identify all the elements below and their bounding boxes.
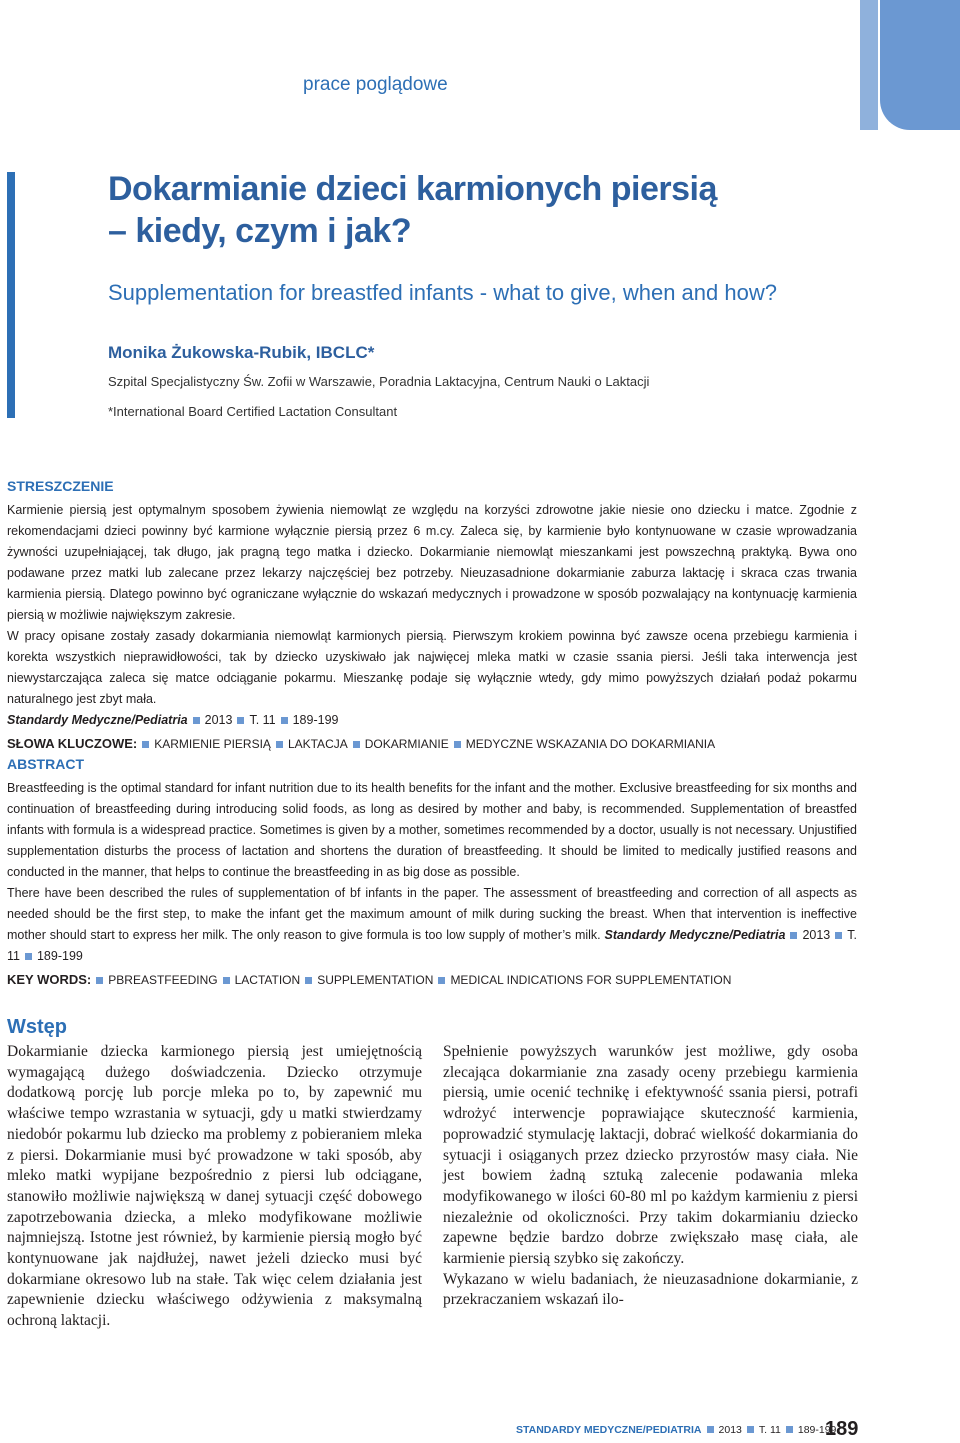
streszczenie-journal: Standardy Medyczne/Pediatria — [7, 713, 188, 727]
bullet-square-icon — [223, 977, 230, 984]
abstract-year: 2013 — [802, 928, 831, 942]
keyword: MEDYCZNE WSKAZANIA DO DOKARMIANIA — [465, 737, 716, 751]
keyword: DOKARMIANIE — [364, 737, 449, 751]
streszczenie-year: 2013 — [204, 713, 233, 727]
bullet-square-icon — [786, 1426, 793, 1433]
streszczenie-keywords — [7, 734, 857, 754]
body-column-1 — [7, 1042, 422, 1332]
streszczenie-paragraph-2-text: W pracy opisane zostały zasady dokarmiania niemowląt karmionych piersią. Pierwszym krokiem powinna być zawsze ocena przebiegu karmienia i korekta wszystkich nieprawidłowości, tak by dziecko uzyskiwało jak najwięcej mleka matki w czasie ssania piersi. Jeśli taka interwencja jest niewystarczająca zaleca się matce odciąganie pokarmu. Mieszankę podaje się wyłącznie wtedy, gdy mimo powyższych działań podaż pokarmu naturalnego jest zbyt mała. — [7, 629, 857, 706]
abstract-volume: T. 11 — [7, 928, 857, 963]
page-footer — [516, 1424, 836, 1436]
keyword: MEDICAL INDICATIONS FOR SUPPLEMENTATION — [450, 973, 732, 987]
body-paragraph: Spełnienie powyższych warunków jest możliwe, gdy osoba zlecająca dokarmianie zna zasady oceny przebiegu karmienia piersią, umie ocenić technikę i efektywność ssania piersi, potrafi wdrożyć interwencje poprawiające skuteczność karmienia, poprowadzić stymulację laktacji, dobrać wielkość dokarmiania do sytuacji i osiąganych przez dziecko przyrostów masy ciała. Nie jest bowiem żadną sztuką zalecenie podawania mleka modyfikowanego w ilości 60-80 ml po każdym karmieniu z piersi niezależnie od okoliczności. Przy takim dokarmianiu dziecko zapewne będzie bardzo dobrze zwiększało masę ciała, ale karmienie piersią szybko się zakończy. — [443, 1043, 858, 1268]
title-accent-bar — [7, 172, 15, 418]
affiliation-note: *International Board Certified Lactation Consultant — [108, 404, 398, 419]
abstract-section — [7, 754, 857, 990]
abstract-paragraph-2-text: There have been described the rules of supplementation of bf infants in the paper. The assessment of breastfeeding and correction of all aspects as needed should be the first step, to make the infant get the maximum amount of milk during sucking the breast. When that intervention is ineffective mother should start to express her milk. The only reason to give formula is too low supply of mother’s milk. — [7, 886, 857, 942]
footer-year: 2013 — [718, 1424, 742, 1436]
section-heading-wstep: Wstęp — [7, 1016, 67, 1038]
body-column-2 — [443, 1042, 858, 1311]
bullet-square-icon — [142, 741, 149, 748]
bullet-square-icon — [353, 741, 360, 748]
footer-volume: T. 11 — [758, 1424, 781, 1436]
bullet-square-icon — [193, 717, 200, 724]
bullet-square-icon — [438, 977, 445, 984]
streszczenie-volume: T. 11 — [249, 713, 276, 727]
title-line-1: Dokarmianie dzieci karmionych piersią — [108, 170, 717, 208]
abstract-paragraph-1: Breastfeeding is the optimal standard for infant nutrition due to its health benefits for the infant and the mother. Exclusive breastfeeding for six months and continuation of breastfeeding during introducing solid foods, as long as desired by mother and baby, is recommended. Supplementation of breastfed infants with formula is a widespread practice. Sometimes is given by a mother, sometimes recommended by a doctor, usually is not necessary. Unjustified supplementation disturbs the process of lactation and shortens the duration of breastfeeding. It should be limited to medically justified reasons and conducted in the manner, that helps to continue the breastfeeding in as big dose as possible. — [7, 781, 857, 879]
title-line-2: – kiedy, czym i jak? — [108, 212, 412, 250]
author: Monika Żukowska-Rubik, IBCLC* — [108, 343, 375, 362]
streszczenie-section — [7, 476, 857, 754]
keyword: KARMIENIE PIERSIĄ — [154, 737, 271, 751]
body-paragraph: Wykazano w wielu badaniach, że nieuzasadnione dokarmianie, z przekraczaniem wskazań ilo- — [443, 1270, 858, 1309]
affiliation: Szpital Specjalistyczny Św. Zofii w Warszawie, Poradnia Laktacyjna, Centrum Nauki o Laktacji — [108, 374, 650, 389]
streszczenie-paragraph-1: Karmienie piersią jest optymalnym sposobem żywienia niemowląt ze względu na korzyści zdrowotne jakie niesie ono dziecku i matce. Zgodnie z rekomendacjami dzieci powinny być karmione wyłącznie piersią przez 6 m.cy. Zaleca się, by karmienie było kontynuowane w czasie wprowadzania żywności uzupełniającej, tak długo, jak pragną tego matka i dziecko. Dokarmianie niemowląt mieszankami jest powszechną praktyką. Bywa ono podawane przez matki lub zalecane przez lekarzy najczęściej bez potrzeby. Nieuzasadnione dokarmianie zaburza laktację i skraca czas trwania karmienia piersią. Dlatego powinno być ograniczane wyłącznie do wskazań medycznych i prowadzone w sposób pozwalający na kontynuację karmienia piersią w możliwie największym zakresie. — [7, 503, 857, 622]
abstract-keywords — [7, 970, 857, 990]
header-decoration-bar — [860, 0, 878, 130]
article-title — [108, 168, 888, 252]
bullet-square-icon — [25, 953, 32, 960]
bullet-square-icon — [281, 717, 288, 724]
section-tag: prace poglądowe — [303, 74, 448, 95]
header-decoration-block — [880, 0, 960, 130]
keyword: PBREASTFEEDING — [108, 973, 218, 987]
footer-journal: STANDARDY MEDYCZNE/PEDIATRIA — [516, 1424, 702, 1436]
bullet-square-icon — [790, 932, 797, 939]
page-number: 189 — [825, 1418, 859, 1440]
keyword: SUPPLEMENTATION — [317, 973, 434, 987]
bullet-square-icon — [305, 977, 312, 984]
keyword: LAKTACJA — [287, 737, 348, 751]
abstract-journal: Standardy Medyczne/Pediatria — [604, 928, 786, 942]
abstract-pages: 189-199 — [36, 949, 83, 963]
keywords-label: SŁOWA KLUCZOWE: — [7, 736, 138, 751]
abstract-paragraph-2 — [7, 883, 857, 967]
body-paragraph: Dokarmianie dziecka karmionego piersią jest umiejętnością wymagającą dużego doświadczenia. Dziecko otrzymuje dodatkową porcję lub porcje mleka po to, by zapewnić mu właściwe tempo wzrastania w sytuacji, gdy u matki stwierdzamy niedobór pokarmu lub dziecko ma problemy z pobieraniem mleka z piersi. Dokarmianie musi być prowadzone w taki sposób, aby mleko matki wypijane bezpośrednio z piersi lub odciągane, stanowiło możliwie największą w danej sytuacji część dobowego zapotrzebowania dziecka, a mleko modyfikowane możliwie najmniejszą. Istotne jest również, by karmienie piersią mogło być kontynuowane jak najdłużej, nawet jeżeli dziecko musi być dokarmiane okresowo lub na stałe. Tak więc celem działania jest zapewnienie dziecku właściwego odżywienia z maksymalną ochroną laktacji. — [7, 1043, 422, 1330]
bullet-square-icon — [454, 741, 461, 748]
streszczenie-heading: STRESZCZENIE — [7, 478, 114, 494]
bullet-square-icon — [237, 717, 244, 724]
streszczenie-pages: 189-199 — [292, 713, 339, 727]
keyword: LACTATION — [234, 973, 301, 987]
bullet-square-icon — [835, 932, 842, 939]
key-words-label: KEY WORDS: — [7, 972, 92, 987]
streszczenie-citation — [7, 710, 857, 731]
bullet-square-icon — [747, 1426, 754, 1433]
bullet-square-icon — [96, 977, 103, 984]
bullet-square-icon — [707, 1426, 714, 1433]
abstract-heading: ABSTRACT — [7, 756, 84, 772]
bullet-square-icon — [276, 741, 283, 748]
article-subtitle: Supplementation for breastfed infants - what to give, when and how? — [108, 280, 777, 305]
footer-pages: 189-199 — [797, 1424, 837, 1436]
streszczenie-paragraph-2 — [7, 626, 857, 710]
